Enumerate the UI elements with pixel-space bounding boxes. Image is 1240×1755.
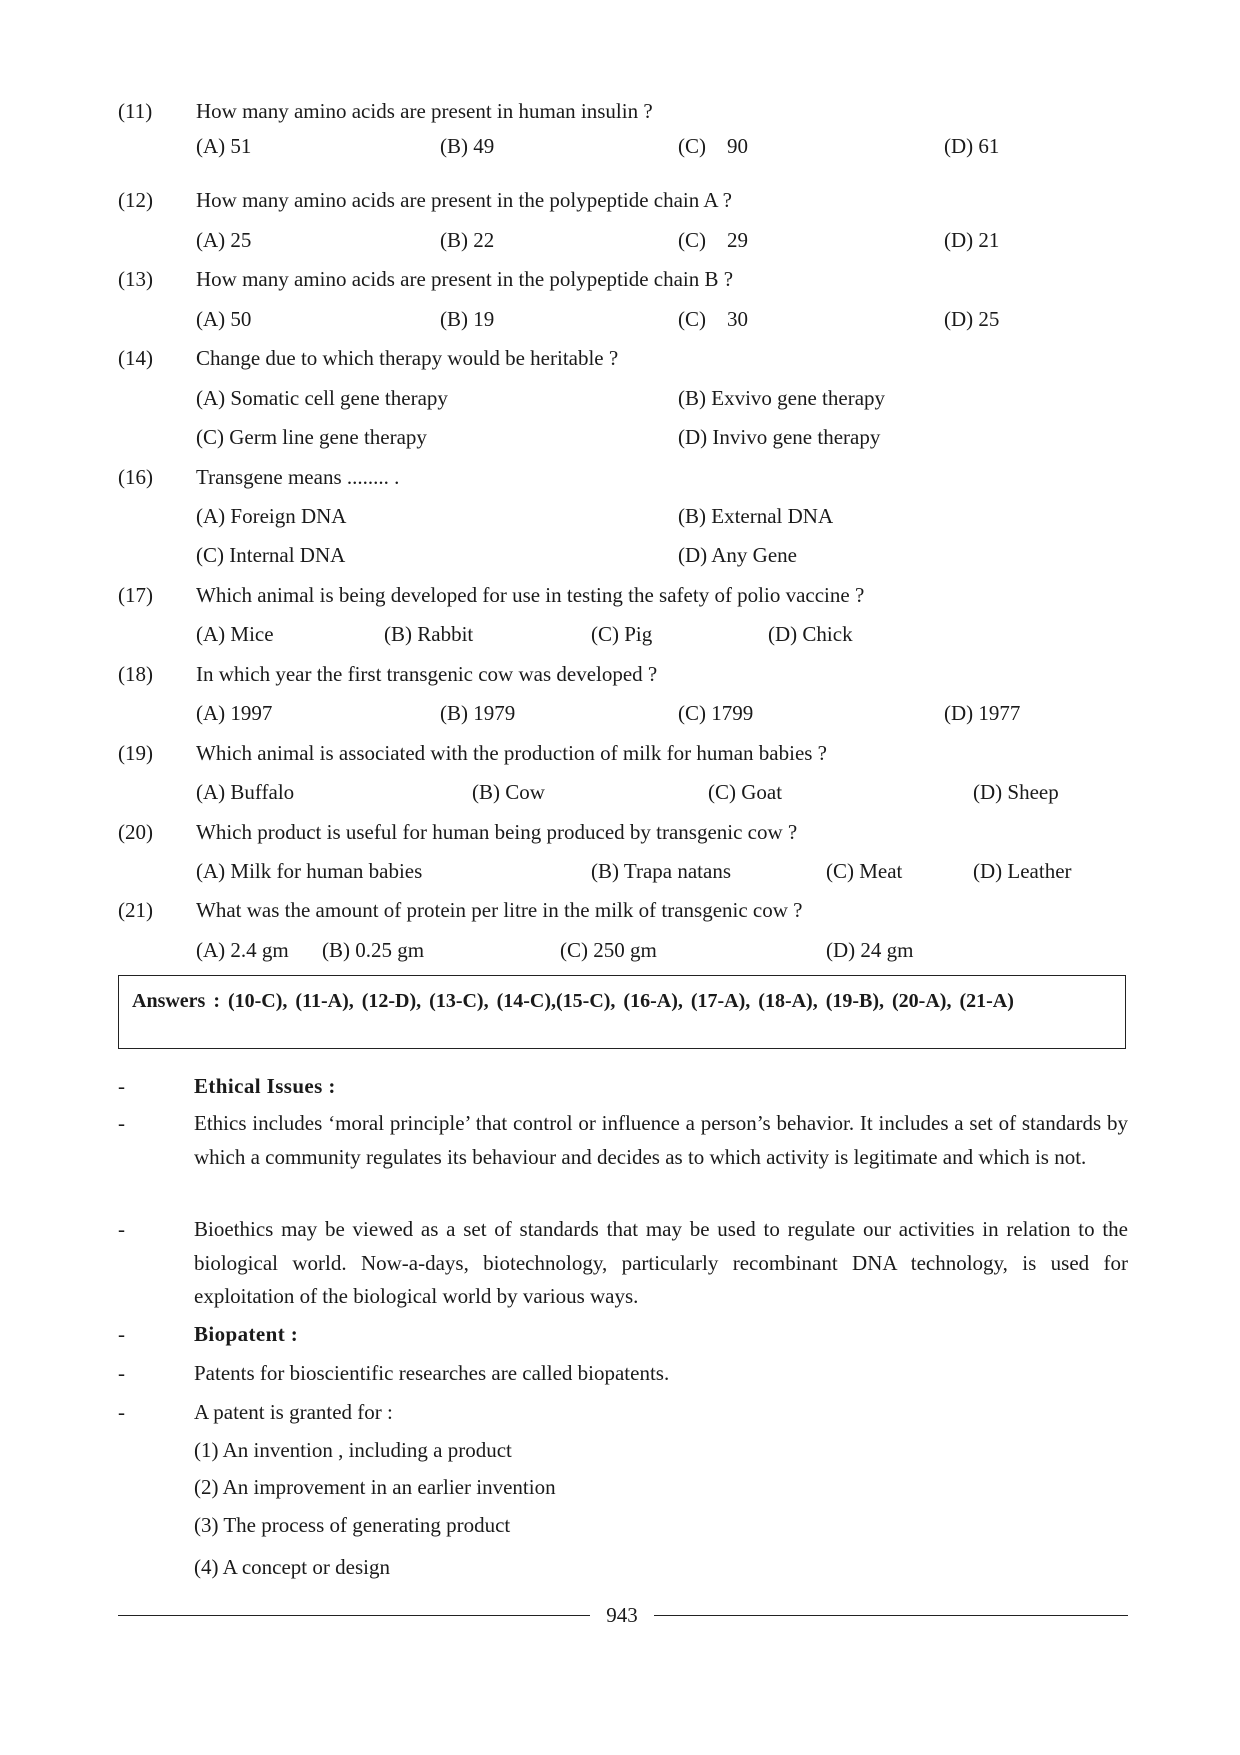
patent-list-item: (1) An invention , including a product: [194, 1438, 512, 1462]
ethics-paragraph: Ethics includes ‘moral principle’ that control or influence a person’s behavior. It includes a set of standards by which a community regulates its behaviour and decides as to which activity is legitimate and which is not.: [194, 1111, 1128, 1169]
option-d: (D) 25: [944, 307, 1000, 331]
option-b: (B) Trapa natans: [591, 859, 731, 883]
question-number: (12): [118, 188, 153, 212]
question-number: (18): [118, 662, 153, 686]
option-b: (B) Rabbit: [384, 622, 474, 646]
options-20: [196, 857, 1136, 885]
ethical-issues-heading: Ethical Issues :: [194, 1074, 336, 1098]
bullet-marker: -: [118, 1217, 125, 1241]
footer-rule-right: [654, 1615, 1128, 1616]
option-d: (D) 21: [944, 228, 1000, 252]
option-b: (B) 0.25 gm: [322, 938, 425, 962]
bullet-marker: -: [118, 1074, 125, 1098]
option-b: (B) 19: [440, 307, 495, 331]
question-number: (21): [118, 898, 153, 922]
question-text: How many amino acids are present in the polypeptide chain A ?: [196, 188, 732, 212]
option-a: (A) Milk for human babies: [196, 859, 423, 883]
question-text: What was the amount of protein per litre in the milk of transgenic cow ?: [196, 898, 803, 922]
option-c: (C) Internal DNA: [196, 543, 346, 567]
option-c: (C) Pig: [591, 622, 653, 646]
option-b: (B) Exvivo gene therapy: [678, 386, 886, 410]
question-text: In which year the first transgenic cow was developed ?: [196, 662, 658, 686]
question-text: Which animal is being developed for use in testing the safety of polio vaccine ?: [196, 583, 865, 607]
question-number: (19): [118, 741, 153, 765]
options-16-row2: [196, 541, 1136, 569]
bullet-marker: -: [118, 1111, 125, 1135]
page-number: 943: [606, 1603, 638, 1627]
question-number: (14): [118, 346, 153, 370]
option-d: (D) 1977: [944, 701, 1021, 725]
patent-intro: A patent is granted for :: [194, 1400, 393, 1424]
options-18: [196, 699, 1136, 727]
options-12: [196, 226, 1136, 254]
bioethics-paragraph: Bioethics may be viewed as a set of standards that may be used to regulate our activities in relation to the biological world. Now-a-days, biotechnology, particularly recombinant DNA technology, is used for exploitation of the biological world by various ways.: [194, 1217, 1128, 1308]
options-11: [196, 132, 1136, 160]
option-a: (A) Foreign DNA: [196, 504, 347, 528]
option-a: (A) 51: [196, 134, 252, 158]
option-a: (A) Mice: [196, 622, 274, 646]
question-number: (11): [118, 99, 153, 123]
biopatent-heading: Biopatent :: [194, 1322, 299, 1346]
option-c: (C) Germ line gene therapy: [196, 425, 427, 449]
option-b: (B) External DNA: [678, 504, 834, 528]
option-c: (C) 1799: [678, 701, 754, 725]
question-text: Change due to which therapy would be heritable ?: [196, 346, 619, 370]
option-a: (A) 50: [196, 307, 252, 331]
options-14-row1: [196, 384, 1136, 412]
option-c: (C) 30: [678, 307, 748, 331]
option-d: (D) Chick: [768, 622, 853, 646]
option-b: (B) 1979: [440, 701, 516, 725]
option-c: (C) 250 gm: [560, 938, 657, 962]
option-a: (A) Buffalo: [196, 780, 295, 804]
question-number: (16): [118, 465, 153, 489]
question-text: Which product is useful for human being produced by transgenic cow ?: [196, 820, 798, 844]
option-c: (C) Meat: [826, 859, 903, 883]
options-16-row1: [196, 502, 1136, 530]
option-d: (D) Invivo gene therapy: [678, 425, 881, 449]
question-number: (17): [118, 583, 153, 607]
patent-list-item: (2) An improvement in an earlier invention: [194, 1475, 556, 1499]
option-b: (B) 22: [440, 228, 495, 252]
patent-list-item: (3) The process of generating product: [194, 1513, 511, 1537]
option-a: (A) 25: [196, 228, 252, 252]
option-d: (D) Sheep: [973, 780, 1059, 804]
option-a: (A) 1997: [196, 701, 273, 725]
option-c: (C) 29: [678, 228, 748, 252]
option-a: (A) 2.4 gm: [196, 938, 289, 962]
options-19: [196, 778, 1136, 806]
option-d: (D) 24 gm: [826, 938, 914, 962]
option-d: (D) Leather: [973, 859, 1072, 883]
option-d: (D) Any Gene: [678, 543, 797, 567]
option-b: (B) 49: [440, 134, 495, 158]
options-21: [196, 936, 1136, 964]
options-17: [196, 620, 1136, 648]
question-text: How many amino acids are present in the polypeptide chain B ?: [196, 267, 734, 291]
biopatent-paragraph: Patents for bioscientific researches are called biopatents.: [194, 1361, 670, 1385]
question-number: (13): [118, 267, 153, 291]
bullet-marker: -: [118, 1361, 125, 1385]
question-text: How many amino acids are present in human insulin ?: [196, 99, 653, 123]
question-text: Which animal is associated with the production of milk for human babies ?: [196, 741, 828, 765]
answers-text: Answers : (10-C), (11-A), (12-D), (13-C), (14-C),(15-C), (16-A), (17-A), (18-A), (19-B), (20-A), (21-A): [132, 990, 1014, 1012]
question-text: Transgene means ........ .: [196, 465, 400, 489]
patent-list-item: (4) A concept or design: [194, 1555, 390, 1579]
question-number: (20): [118, 820, 153, 844]
footer-rule-left: [118, 1615, 590, 1616]
option-d: (D) 61: [944, 134, 1000, 158]
option-b: (B) Cow: [472, 780, 545, 804]
option-a: (A) Somatic cell gene therapy: [196, 386, 448, 410]
answers-box: [118, 975, 1126, 1049]
option-c: (C) Goat: [708, 780, 783, 804]
bullet-marker: -: [118, 1322, 125, 1346]
option-c: (C) 90: [678, 134, 748, 158]
options-13: [196, 305, 1136, 333]
bullet-marker: -: [118, 1400, 125, 1424]
options-14-row2: [196, 423, 1136, 451]
